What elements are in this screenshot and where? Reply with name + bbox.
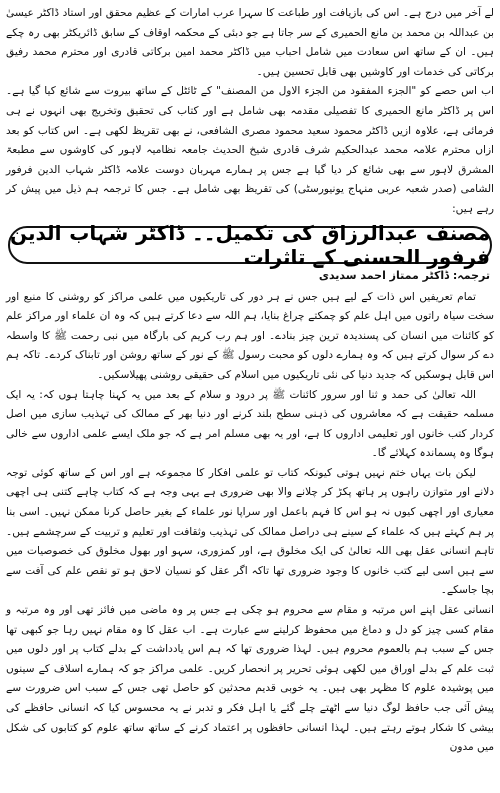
paragraph-3: تمام تعریفیں اس ذات کے لیے ہیں جس نے ہر دور کی تاریکیوں میں علمی مراکز کو روشنی کا منبع اور سخت سیاہ راتوں میں اہل علم کو چمکتے چراغ بنایا، ہم اللہ سے دعا کرتے ہیں کہ وہ ان علماء اور مراکز علم کو کائنات میں انسان کی پسندیدہ ترین چیز بنادے۔ اور ہم رب کریم کی بارگاہ میں نبی رحمت ﷺ کا واسطہ دے کر سوال کرتے ہیں کہ وہ ہمارے دلوں کو محبت رسول ﷺ کے نور کے ساتھ روشن اور تابناک کردے۔ تاکہ ہم اس قابل ہوسکیں کہ جدید دنیا کی نئی تاریکیوں میں اسلام کی حقیقی روشنی پھیلاسکیں۔ [6, 290, 494, 381]
section-heading [8, 220, 492, 269]
paragraph-2: اب اس حصے کو "الجزء المفقود من الجزء الاول من المصنف" کے ٹائٹل کے ساتھ بیروت سے شائع کیا گیا ہے۔ اس پر ڈاکٹر مانع الحمیری کا تفصیلی مقدمہ بھی شامل ہے اور کتاب کی تحقیق وتخریج بھی انہوں نے ہی فرمائی ہے، علاوہ ازیں ڈاکٹر محمود سعید محمود مصری الشافعی، نے بھی تقریظ لکھی ہے۔ اس کتاب کو بعد ازاں محترم علامہ محمد عبدالحکیم شرف قادری شیخ الحدیث جامعہ نظامیہ لاہور کی کاوشوں سے مطبعۃ المشرق لاہور سے بھی شائع کر دیا گیا ہے جس پر ہمارے مہربان دوست علامہ ڈاکٹر شہاب الدین فرفور الشامی (صدر شعبہ عربی منہاج یونیورسٹی) کی تقریظ بھی شامل ہے۔ جس کا ترجمہ ہم ذیل میں پیش کر رہے ہیں: [6, 85, 494, 215]
paragraph-5: لیکن بات یہاں ختم نہیں ہوتی کیونکہ کتاب تو علمی افکار کا مجموعہ ہے اور اس کے ساتھ کوئی توجہ دلانے اور متوازن راہوں پر ہاتھ پکڑ کر چلانے والا بھی ضروری ہے یہی وجہ ہے کہ کتاب چاہے کتنی ہی اچھی معیاری اور اچھی کیوں نہ ہو اس کا فہم باعمل اور سراپا نور علماء کے بغیر حاصل کرنا ممکن نہیں۔ اسی بنا پر ہم کہتے ہیں کہ علماء کے سینے ہی دراصل ممالک کی تہذیب وثقافت اور تعلیم و تربیت کے سرچشمے ہیں۔ تاہم انسانی عقل بھی اللہ تعالیٰ کی ایک مخلوق ہے، اور کمزوری، سہو اور بھول مخلوق کی خصوصیات میں سے ہیں اسی لیے کتب خانوں کا وجود ضروری تھا تاکہ اگر عقل کو نسیان لاحق ہو تو نقص علم کی آفت سے بچا جاسکے۔ [6, 466, 494, 597]
paragraph-6: انسانی عقل اپنے اس مرتبہ و مقام سے محروم ہو چکی ہے جس پر وہ ماضی میں فائز تھی اور وہ مرتبہ و مقام کسی چیز کو دل و دماغ میں محفوظ کرلینے سے عبارت ہے۔ اب عقل کا وہ مقام نہیں رہا جو کبھی تھا جس کے سبب ہم بالعموم محروم ہیں۔ لہذا ضروری تھا کہ ہم اس یادداشت کے بدلے کتاب پر اور دلوں میں ثبت علم کے بدلے اوراق میں لکھی ہوئی تحریر پر انحصار کریں۔ علمی مراکز جو کہ ہمارے اسلاف کے سینوں میں پوشیدہ علوم کا مظہر بھی ہیں۔ یہ خوبی قدیم محدثین کو حاصل تھی جس کے سبب اس ضرورت سے پیش آئی جب حافظ لوگ دنیا سے اٹھتے چلے گئے یا اہل فکر و تدبر نے یہ محسوس کیا کہ انسانی حافظے کی بیشی کا شکار ہوتے رہتے ہیں۔ لہذا انسانی حافظوں پر اعتماد کرنے کے ساتھ ساتھ علوم کو کتابوں کی شکل میں مدون [6, 604, 494, 754]
section-heading-text: مصنف عبدالرزاق کی تکمیل۔۔ ڈاکٹر شہاب الدین فرفور الحسنی کے تاثرات [10, 220, 490, 269]
translator-credit: ترجمہ: ڈاکٹر ممتاز احمد سدیدی [318, 268, 490, 282]
paragraph-4: اللہ تعالیٰ کی حمد و ثنا اور سرور کائنات ﷺ پر درود و سلام کے بعد میں یہ کہنا چاہتا ہوں کہ: یہ ایک مسلمہ حقیقت ہے کہ معاشروں کی ذہنی سطح بلند کرنے اور دنیا بھر کے ممالک کی تہذیب سازی میں اصل کردار کتب خانوں اور تعلیمی اداروں کا ہے، اور یہ بھی مسلم امر ہے کہ جو ملک ایسے علمی اداروں سے خالی ہوگا وہ پسماندہ کہلائے گا۔ [6, 388, 494, 460]
paragraph-1: لے آخر میں درج ہے۔ اس کی بازیافت اور طباعت کا سہرا عرب امارات کے عظیم محقق اور استاد ڈاکٹر عیسیٰ بن عبداللہ بن محمد بن مانع الحمیری کے سر جاتا ہے جو دبئی کے محکمہ اوقاف کے سابق ڈائریکٹر بھی رہ چکے ہیں۔ ان کے ساتھ اس سعادت میں شامل احباب میں ڈاکٹر محمد امین برکاتی قادری اور محترم محمد رفیق برکاتی کی خدمات اور کاوشیں بھی قابل تحسین ہیں۔ [6, 7, 494, 78]
